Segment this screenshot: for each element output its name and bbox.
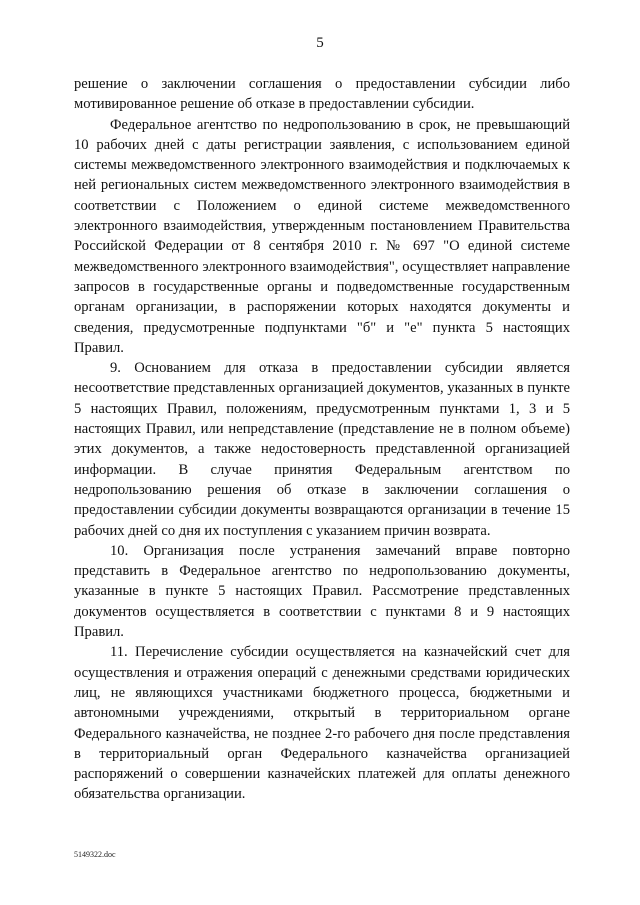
paragraph-agency-requests: Федеральное агентство по недропользованию в срок, не превышающий 10 рабочих дней с даты регистрации заявления, с использованием единой системы межведомственного электронного взаимодействия и подключаемых к ней региональных систем межведомственного электронного взаимодействия в соответствии с Положением о единой системе межведомственного электронного взаимодействия, утвержденным постановлением Правительства Российской Федерации от 8 сентября 2010 г. № 697 "О единой системе межведомственного электронного взаимодействия", осуществляет направление запросов в государственные органы и подведомственные государственным органам организации, в распоряжении которых находятся документы и сведения, предусмотренные подпунктами "б" и "е" пункта 5 настоящих Правил. (74, 116, 570, 356)
document-body (74, 74, 570, 805)
page-number: 5 (316, 35, 324, 51)
paragraph-11-transfer: 11. Перечисление субсидии осуществляется на казначейский счет для осуществления и отражения операций с денежными средствами юридических лиц, не являющихся участниками бюджетного процесса, бюджетными и автономными учреждениями, открытый в территориальном органе Федерального казначейства, не позднее 2-го рабочего дня после представления в территориальный орган Федерального казначейства организацией распоряжений о совершении казначейских платежей для оплаты денежного обязательства организации. (74, 644, 570, 803)
paragraph-10-resubmission: 10. Организация после устранения замечаний вправе повторно представить в Федеральное агентство по недропользованию документы, указанные в пункте 5 настоящих Правил. Рассмотрение представленных документов осуществляется в соответствии с пунктами 8 и 9 настоящих Правил. (74, 542, 570, 641)
footer-filename: 5149322.doc (74, 850, 116, 859)
paragraph-9-refusal-grounds: 9. Основанием для отказа в предоставлении субсидии является несоответствие представленных организацией документов, указанных в пункте 5 настоящих Правил, положениям, предусмотренным пунктами 1, 3 и 5 настоящих Правил, или непредставление (представление не в полном объеме) этих документов, а также недостоверность представленной организацией информации. В случае принятия Федеральным агентством по недропользованию решения об отказе в заключении соглашения о предоставлении субсидии документы возвращаются организации в течение 15 рабочих дней со дня их поступления с указанием причин возврата. (74, 360, 570, 539)
paragraph-continuation: решение о заключении соглашения о предоставлении субсидии либо мотивированное решение об отказе в предоставлении субсидии. (74, 76, 570, 113)
